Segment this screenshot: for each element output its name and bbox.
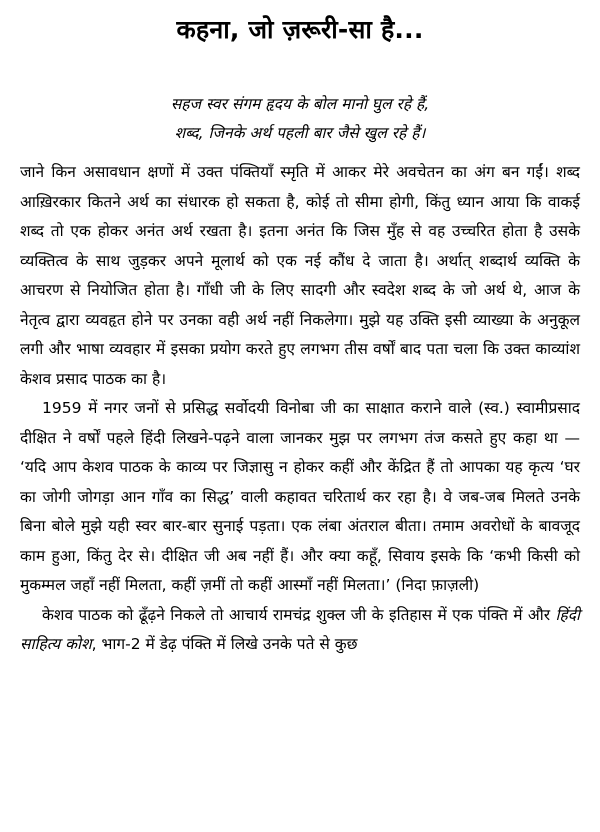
page-title: कहना, जो ज़रूरी-सा है... — [176, 15, 424, 44]
book-title-italic: हिंदी साहित्य कोश — [20, 605, 580, 653]
body-text — [20, 158, 580, 660]
paragraph-2: 1959 में नगर जनों से प्रसिद्ध सर्वोदयी विनोबा जी का साक्षात कराने वाले (स्व.) स्वामीप्रसाद दीक्षित ने वर्षों पहले हिंदी लिखने-पढ़ने वाला जानकर मुझ पर लगभग तंज कसते हुए कहा था — ‘यदि आप केशव पाठक के काव्य पर जिज्ञासु न होकर कहीं और केंद्रित हैं तो आपका यह कृत्य ‘घर का जोगी जोगड़ा आन गाँव का सिद्ध’ वाली कहावत चरितार्थ कर रहा है। वे जब-जब मिलते उनके बिना बोले मुझे यही स्वर बार-बार सुनाई पड़ता। एक लंबा अंतराल बीता। तमाम अवरोधों के बावजूद काम हुआ, किंतु देर से। दीक्षित जी अब नहीं हैं। और क्या कहूँ, सिवाय इसके कि ‘कभी किसी को मुकम्मल जहाँ नहीं मिलता, कहीं ज़मीं तो कहीं आस्माँ नहीं मिलता।’ (निदा फ़ाज़ली) — [20, 399, 580, 594]
paragraph-3-end: , भाग-2 में डेढ़ पंक्ति में लिखे उनके पते से कुछ — [91, 635, 358, 653]
paragraph-3 — [20, 601, 580, 660]
paragraph-1: जाने किन असावधान क्षणों में उक्त पंक्तियाँ स्मृति में आकर मेरे अवचेतन का अंग बन गईं। शब्द आख़िरकार कितने अर्थ का संधारक हो सकता है, कोई तो सीमा होगी, किंतु ध्यान आया कि वाकई शब्द तो एक होकर अनंत अर्थ रखता है। इतना अनंत कि जिस मुँह से वह उच्चरित होता है उसके व्यक्तित्व के साथ जुड़कर अपने मूलार्थ को एक नई कौंध दे जाता है। अर्थात् शब्दार्थ व्यक्ति के आचरण से नियोजित होता है। गाँधी जी के लिए सादगी और स्वदेश शब्द के जो अर्थ थे, आज के नेतृत्व द्वारा व्यवहृत होने पर उनका वही अर्थ नहीं निकलेगा। मुझे यह उक्ति इसी व्याख्या के अनुकूल लगी और भाषा व्यवहार में इसका प्रयोग करते हुए लगभग तीस वर्षों बाद पता चला कि उक्त काव्यांश केशव प्रसाद पाठक का है। — [20, 163, 580, 388]
epigraph-line-1: सहज स्वर संगम हृदय के बोल मानो घुल रहे हैं, — [170, 95, 430, 113]
epigraph-line-2: शब्द, जिनके अर्थ पहली बार जैसे खुल रहे हैं। — [174, 124, 426, 142]
epigraph — [20, 90, 580, 148]
paragraph-3-start: केशव पाठक को ढूँढ़ने निकले तो आचार्य रामचंद्र शुक्ल जी के इतिहास में एक पंक्ति में और — [42, 605, 556, 624]
